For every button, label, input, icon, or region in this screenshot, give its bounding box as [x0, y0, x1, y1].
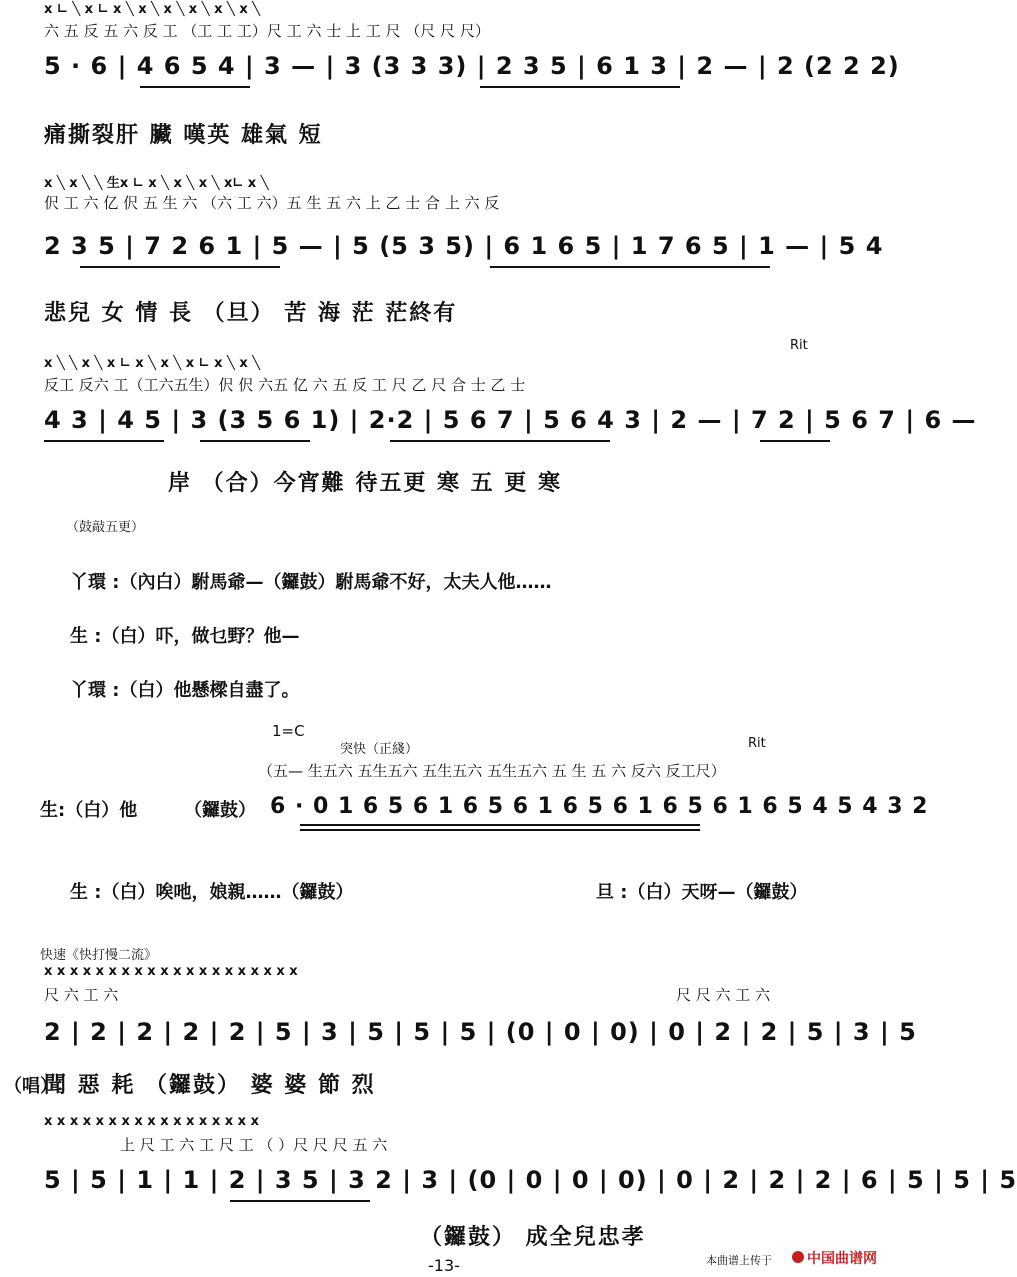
row2-lyrics: 悲兒 女 情 長 （旦） 苦 海 茫 茫終有: [44, 301, 458, 326]
dialogue-line-3: 丫環 :（白）他懸樑自盡了。: [70, 680, 300, 701]
row1-numbers: 5 · 6 | 4 6 5 4 | 3 — | 3 (3 3 3) | 2 3 5 | 6 1 3 | 2 — | 2 (2 2 2): [44, 52, 900, 80]
row5-lyrics: （鑼鼓） 成全兒忠孝: [420, 1225, 646, 1250]
row2-underline-2: [490, 266, 770, 268]
row1-marks: x ∟ ╲ x ∟ x ╲ x ╲ x ╲ x ╲ x ╲ x ╲: [44, 2, 261, 17]
row4-sing: （唱）: [4, 1076, 58, 1097]
row3-marks: x ╲ ╲ x ╲ x ∟ x ╲ x ╲ x ∟ x ╲ x ╲: [44, 356, 261, 371]
row1-underline-2: [480, 86, 680, 88]
row2-marks: x ╲ x ╲ ╲ 生x ∟ x ╲ x ╲ x ╲ x∟ x ╲: [44, 176, 269, 191]
page-number: -13-: [428, 1256, 460, 1275]
row5-gongche: 上 尺 工 六 工 尺 工 （ ）尺 尺 尺 五 六: [120, 1136, 388, 1154]
dialogue-line-1: 丫環 :（內白）駙馬爺—（鑼鼓）駙馬爺不好，太夫人他……: [70, 572, 552, 593]
tempo-mark: 突快（正綫）: [340, 742, 419, 757]
row5-underline: [230, 1200, 370, 1202]
row1-underline: [140, 86, 250, 88]
logo-text: 中国曲谱网: [807, 1251, 877, 1267]
key-underline: [300, 824, 700, 826]
row1-lyrics: 痛撕裂肝 臟 嘆英 雄氣 短: [44, 123, 323, 148]
row4-marks: x x x x x x x x x x x x x x x x x x x x: [44, 964, 298, 979]
logo-icon: [792, 1251, 804, 1263]
key-speaker: 生:（白）他: [40, 800, 138, 821]
row3-underline-4: [760, 440, 830, 442]
row2-underline: [80, 266, 280, 268]
key-luogu: （鑼鼓）: [184, 800, 256, 821]
gu-note: （鼓敲五更）: [66, 520, 145, 535]
key-gongche: （五— 生五六 五生五六 五生五六 五生五六 五 生 五 六 反六 反工尺）: [258, 762, 726, 780]
row3-rit: Rit: [790, 338, 808, 353]
watermark-text: 本曲谱上传于: [706, 1254, 772, 1267]
row1-gongche: 六 五 反 五 六 反 工 （工 工 工）尺 工 六 士 上 工 尺 （尺 尺 尺）: [44, 22, 490, 40]
row4-gongche-left: 尺 六 工 六: [44, 986, 119, 1004]
key-numbers: 6 · 0 1 6 5 6 1 6 5 6 1 6 5 6 1 6 5 6 1 6 5 4 5 4 3 2: [270, 794, 929, 819]
row2-gongche: 伬 工 六 亿 伬 五 生 六 （六 工 六）五 生 五 六 上 乙 士 合 上 六 反: [44, 194, 500, 212]
row5-numbers: 5 | 5 | 1 | 1 | 2 | 3 5 | 3 2 | 3 | (0 | 0 | 0 | 0) | 0 | 2 | 2 | 2 | 6 | 5 | 5 | 5: [44, 1166, 1017, 1194]
section2-title: 快速《快打慢二流》: [40, 948, 158, 963]
dialogue2-right: 旦 :（白）天呀—（鑼鼓）: [596, 882, 808, 903]
row3-underline-2: [200, 440, 310, 442]
row3-lyrics: 岸 （合）今宵難 待五更 寒 五 更 寒: [168, 471, 562, 496]
row2-numbers: 2 3 5 | 7 2 6 1 | 5 — | 5 (5 3 5) | 6 1 6 5 | 1 7 6 5 | 1 — | 5 4: [44, 232, 884, 260]
row4-gongche-right: 尺 尺 六 工 六: [676, 986, 771, 1004]
dialogue-line-2: 生 :（白）吓，做乜野？他—: [70, 626, 300, 647]
row3-underline: [44, 440, 164, 442]
row3-numbers: 4 3 | 4 5 | 3 (3 5 6 1) | 2·2 | 5 6 7 | 5 6 4 3 | 2 — | 7 2 | 5 6 7 | 6 —: [44, 406, 977, 434]
watermark-logo: [792, 1248, 877, 1268]
key-signature: 1=C: [272, 722, 305, 740]
row5-marks: x x x x x x x x x x x x x x x x x: [44, 1114, 259, 1129]
key-rit: Rit: [748, 736, 766, 751]
key-underline-2: [300, 829, 700, 831]
row4-lyrics: 聞 惡 耗 （鑼鼓） 婆 婆 節 烈: [44, 1073, 376, 1098]
dialogue2-left: 生 :（白）唉吔，娘親……（鑼鼓）: [70, 882, 354, 903]
row3-underline-3: [390, 440, 610, 442]
row4-numbers: 2 | 2 | 2 | 2 | 2 | 5 | 3 | 5 | 5 | 5 | (0 | 0 | 0) | 0 | 2 | 2 | 5 | 3 | 5: [44, 1018, 917, 1046]
row3-gongche: 反工 反六 工（工六五生）伬 伬 六五 亿 六 五 反 工 尺 乙 尺 合 士 乙 士: [44, 376, 526, 394]
